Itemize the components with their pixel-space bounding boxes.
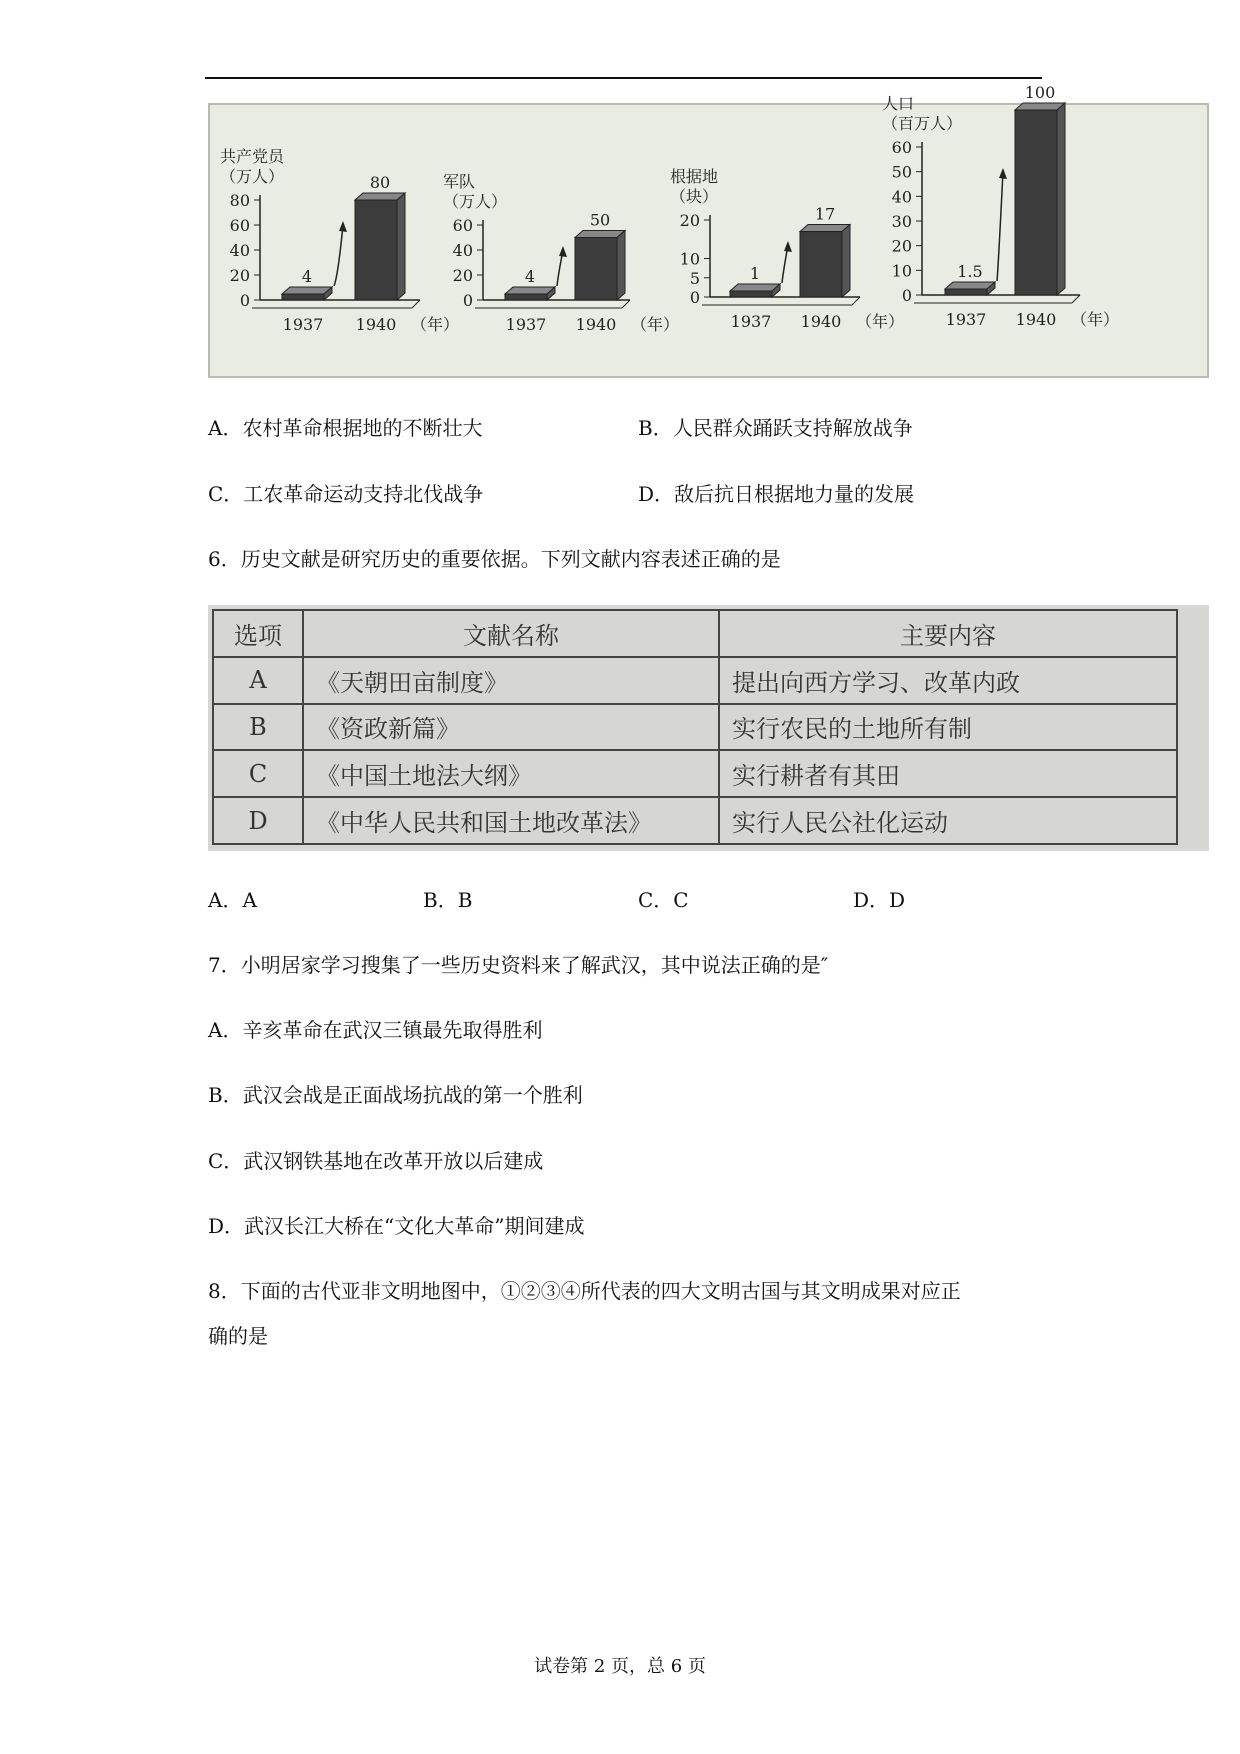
- table-row: [213, 657, 1177, 704]
- bar-value-label: 17: [814, 204, 836, 224]
- q7-option-c[interactable]: C．武汉钢铁基地在改革开放以后建成: [208, 1149, 544, 1173]
- x-unit-label: （年）: [856, 312, 905, 331]
- y-tick-label: 80: [229, 191, 250, 210]
- q6-document-table-panel: [208, 605, 1209, 851]
- growth-arrow: [997, 172, 1003, 281]
- bar-value-label: 4: [301, 267, 313, 286]
- q5-option-a[interactable]: A．农村革命根据地的不断壮大: [208, 416, 483, 440]
- q8-stem-line2: 确的是: [208, 1324, 268, 1348]
- x-tick-label: 1937: [282, 315, 324, 334]
- bar: [730, 291, 772, 297]
- y-tick-label: 60: [891, 138, 912, 157]
- y-tick-label: 60: [452, 216, 473, 235]
- y-tick-label: 0: [901, 286, 912, 305]
- q6-document-table: [212, 609, 1178, 845]
- x-unit-label: （年）: [1071, 310, 1120, 329]
- bar-value-label: 50: [589, 210, 611, 230]
- header-main-content: 主要内容: [719, 610, 1177, 657]
- y-tick-label: 0: [239, 291, 250, 310]
- bar-side: [617, 231, 625, 301]
- chart-label: （万人）: [220, 167, 285, 186]
- q7-option-b[interactable]: B．武汉会战是正面战场抗战的第一个胜利: [208, 1083, 583, 1107]
- q5-option-b[interactable]: B．人民群众踊跃支持解放战争: [638, 416, 913, 440]
- q5-option-d[interactable]: D．敌后抗日根据地力量的发展: [638, 482, 915, 506]
- q6-option-d[interactable]: D．D: [853, 888, 906, 912]
- q6-option-a[interactable]: A．A: [208, 888, 257, 912]
- x-tick-label: 1940: [575, 315, 617, 334]
- bar-side: [397, 193, 405, 300]
- x-axis-floor-edge: [852, 297, 860, 305]
- growth-arrowhead: [339, 221, 347, 232]
- chart-label: 共产党员: [220, 147, 285, 166]
- y-tick-label: 60: [229, 216, 250, 235]
- y-tick-label: 20: [452, 266, 473, 285]
- bar: [575, 238, 617, 301]
- q5-charts-svg: [210, 83, 1211, 380]
- chart-label: 根据地: [670, 167, 719, 186]
- header-rule: [205, 77, 1042, 79]
- chart-label: （万人）: [443, 192, 508, 211]
- chart-label: 军队: [443, 172, 476, 191]
- bar-side: [1057, 103, 1065, 295]
- row-document: 《中华人民共和国土地改革法》: [303, 797, 719, 844]
- bar-value-label: 100: [1024, 83, 1056, 102]
- bar-value-label: 1: [749, 264, 761, 283]
- y-tick-label: 0: [689, 288, 700, 307]
- header-document-name: 文献名称: [303, 610, 719, 657]
- x-tick-label: 1937: [505, 315, 547, 334]
- q8-stem-line1: 8．下面的古代亚非文明地图中，①②③④所代表的四大文明古国与其文明成果对应正: [208, 1279, 961, 1303]
- growth-arrow: [334, 225, 343, 286]
- page-footer: 试卷第 2 页，总 6 页: [534, 1656, 706, 1677]
- y-tick-label: 20: [679, 211, 700, 230]
- table-row: [213, 797, 1177, 844]
- y-tick-label: 20: [229, 266, 250, 285]
- x-tick-label: 1940: [355, 315, 397, 334]
- y-tick-label: 10: [679, 249, 700, 269]
- row-document: 《资政新篇》: [303, 704, 719, 751]
- x-tick-label: 1937: [730, 312, 772, 331]
- row-document: 《天朝田亩制度》: [303, 657, 719, 704]
- q7-option-d[interactable]: D．武汉长江大桥在“文化大革命”期间建成: [208, 1214, 585, 1238]
- table-row: [213, 750, 1177, 797]
- growth-arrowhead: [784, 241, 792, 252]
- chart-label: 人口: [882, 94, 915, 113]
- row-document: 《中国土地法大纲》: [303, 750, 719, 797]
- header-option: 选项: [213, 610, 303, 657]
- bar-side: [842, 225, 850, 297]
- growth-arrowhead: [999, 168, 1007, 179]
- bar: [1015, 110, 1057, 295]
- x-axis-floor-edge: [412, 300, 420, 308]
- y-tick-label: 20: [891, 236, 912, 256]
- x-tick-label: 1937: [945, 310, 987, 329]
- row-content: 实行耕者有其田: [719, 750, 1177, 797]
- row-content: 实行农民的土地所有制: [719, 704, 1177, 751]
- bar-value-label: 1.5: [957, 262, 983, 281]
- q7-option-a[interactable]: A．辛亥革命在武汉三镇最先取得胜利: [208, 1018, 543, 1042]
- q6-option-c[interactable]: C．C: [638, 888, 689, 912]
- y-tick-label: 0: [462, 291, 473, 310]
- chart-label: （块）: [670, 187, 719, 206]
- table-row: [213, 704, 1177, 751]
- bar: [282, 294, 324, 300]
- row-option: A: [213, 657, 303, 704]
- bar-value-label: 80: [369, 173, 391, 192]
- y-tick-label: 40: [229, 241, 250, 260]
- row-content: 实行人民公社化运动: [719, 797, 1177, 844]
- bar: [945, 289, 987, 295]
- q6-option-b[interactable]: B．B: [423, 888, 473, 912]
- x-tick-label: 1940: [800, 312, 842, 331]
- growth-arrowhead: [559, 246, 567, 257]
- q5-bar-charts-figure: [208, 83, 1209, 378]
- bar: [800, 232, 842, 297]
- y-tick-label: 5: [689, 268, 700, 288]
- x-tick-label: 1940: [1015, 310, 1057, 329]
- y-tick-label: 40: [452, 241, 473, 260]
- y-tick-label: 30: [891, 212, 912, 231]
- y-tick-label: 40: [891, 187, 912, 207]
- x-unit-label: （年）: [631, 315, 680, 334]
- x-axis-floor-edge: [1072, 295, 1080, 303]
- x-axis-floor-edge: [622, 300, 630, 308]
- bar-value-label: 4: [524, 267, 536, 286]
- chart-label: （百万人）: [882, 114, 963, 133]
- y-tick-label: 50: [891, 162, 912, 182]
- bar: [505, 294, 547, 300]
- row-option: D: [213, 797, 303, 844]
- row-option: B: [213, 704, 303, 751]
- bar: [355, 200, 397, 300]
- y-tick-label: 10: [891, 261, 912, 281]
- table-header-row: [213, 610, 1177, 657]
- q7-stem: 7．小明居家学习搜集了一些历史资料来了解武汉，其中说法正确的是″: [208, 953, 829, 977]
- row-option: C: [213, 750, 303, 797]
- q6-stem: 6．历史文献是研究历史的重要依据。下列文献内容表述正确的是: [208, 547, 781, 571]
- x-unit-label: （年）: [411, 315, 460, 334]
- row-content: 提出向西方学习、改革内政: [719, 657, 1177, 704]
- q5-option-c[interactable]: C．工农革命运动支持北伐战争: [208, 482, 484, 506]
